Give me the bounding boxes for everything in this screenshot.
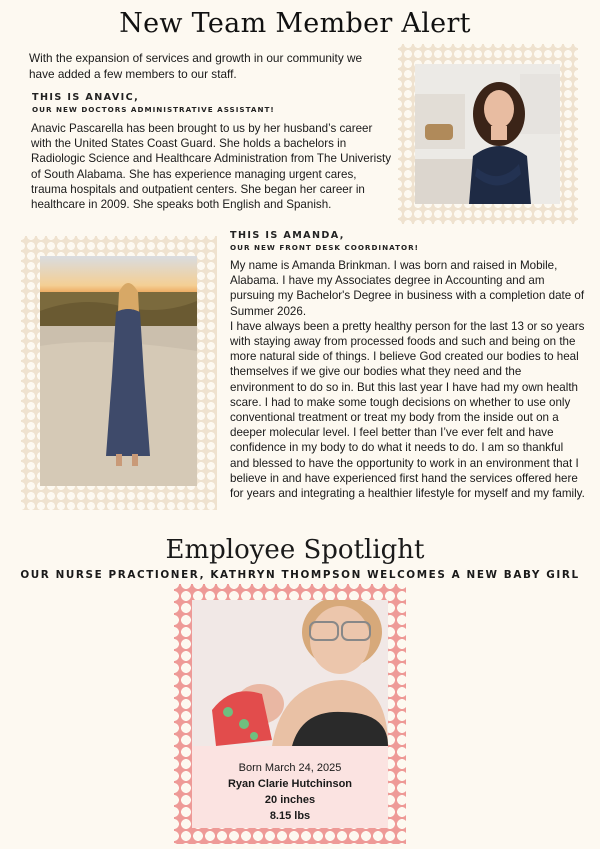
amanda-photo (40, 256, 197, 486)
amanda-bio-paragraph-1: My name is Amanda Brinkman. I was born and raised in Mobile, Alabama. I have my Associates degree in Accounting and am pursuing my Bachelor's Degree in business with a completion date of Summer 2026. (230, 259, 585, 318)
baby-weight: 8.15 lbs (269, 810, 311, 822)
intro-text: With the expansion of services and growth in our community we have added a few members to our staff. (29, 51, 363, 81)
spotlight-photo (192, 600, 388, 746)
baby-length: 20 inches (264, 794, 316, 806)
anavic-photo-stamp (398, 44, 578, 224)
spotlight-photo-stamp (174, 584, 406, 844)
anavic-subheading: OUR NEW DOCTORS ADMINISTRATIVE ASSISTANT! (32, 105, 275, 114)
spotlight-title: Employee Spotlight (165, 535, 425, 565)
spotlight-subtitle: OUR NURSE PRACTIONER, KATHRYN THOMPSON WELCOMES A NEW BABY GIRL (20, 569, 580, 581)
spotlight-card (192, 600, 388, 828)
anavic-photo (415, 64, 560, 204)
amanda-beach-illustration (40, 256, 197, 486)
amanda-subheading: OUR NEW FRONT DESK COORDINATOR! (230, 243, 419, 252)
amanda-bio (230, 258, 585, 501)
spotlight-caption (192, 760, 388, 824)
anavic-bio: Anavic Pascarella has been brought to us by her husband’s career with the United States Coast Guard. She holds a bachelors in Radiologic Science and Healthcare Administration from The Univeristy of South Alabama. She has experience managing urgent cares, trauma hospitals and outpatient centers. She began her career in healthcare in 2009. She speaks both English and Spanish. (31, 122, 392, 212)
anavic-heading: THIS IS ANAVIC, (32, 92, 140, 103)
anavic-portrait-illustration (415, 64, 560, 204)
amanda-heading: THIS IS AMANDA, (230, 230, 345, 241)
page-title: New Team Member Alert (119, 8, 471, 39)
baby-name: Ryan Clarie Hutchinson (227, 778, 353, 790)
amanda-photo-stamp (21, 236, 217, 510)
birth-date: Born March 24, 2025 (238, 762, 342, 774)
amanda-bio-paragraph-2: I have always been a pretty healthy person for the last 13 or so years with staying away from processed foods and such and being on the more natural side of things. I believe God created our bodies to heal themselves if we give our bodies what they need and the environment to do so in. But this last year I have had my own health scare. I had to make some tough decisions on whether to use only conventional treatment or treat my body from the inside out on a deeper molecular level. I feel better than I’ve ever felt and have confidence in my body to do what it needs to do. I am so thankful and blessed to have the opportunity to work in an environment that I believe in and have experienced first hand the services offered here for years and integrating a healthier lifestyle for myself and my family. (230, 319, 585, 501)
